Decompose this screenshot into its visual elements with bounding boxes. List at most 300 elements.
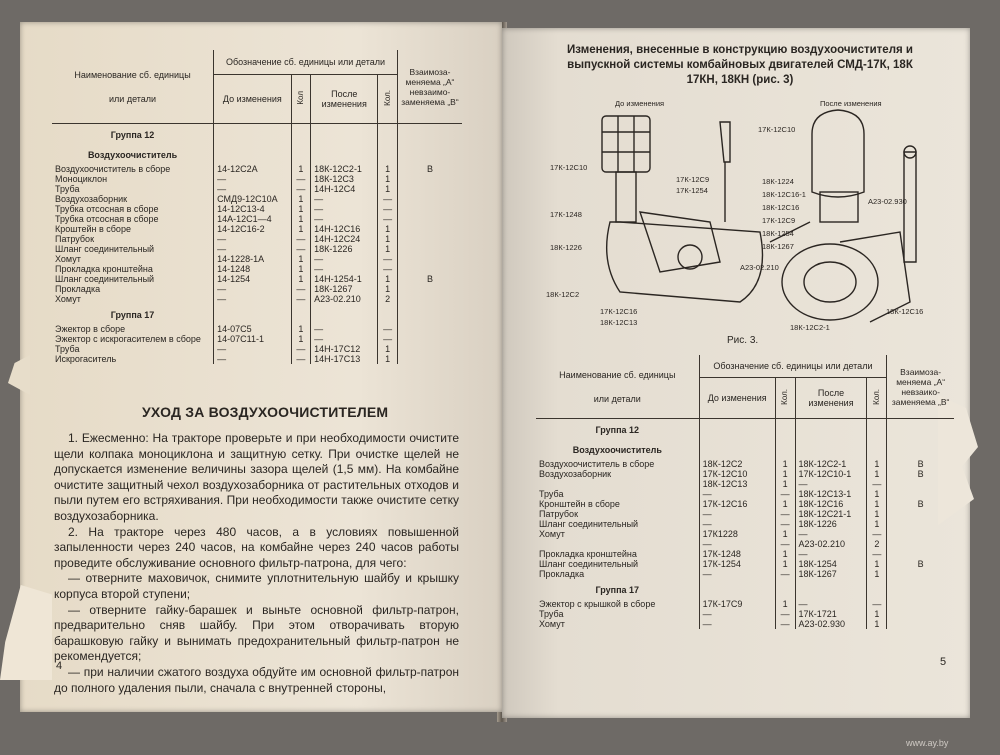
cell-after: — [311,324,378,334]
table-row [52,194,462,204]
cell-before: 14-07С5 [214,324,291,334]
table-row [52,164,462,174]
header-before: До изменения [699,378,775,419]
cell-qty: 1 [867,519,887,529]
cell-before: — [214,234,291,244]
table-row [52,214,462,224]
table-row [536,559,954,569]
cell-before: — [699,519,775,529]
empty-cell [291,144,311,164]
cell-before: 14-12С2А [214,164,291,174]
empty-cell [795,579,867,599]
engine-diagram [540,92,960,332]
part-label: А23-02.210 [740,263,779,272]
cell-qty: 1 [867,459,887,469]
empty-cell [214,124,291,145]
cell-qty: 1 [291,254,311,264]
table-row [52,294,462,304]
cell-qty: 1 [775,599,795,609]
header-designation: Обозначение сб. единицы или детали [214,50,398,75]
label-before: До изменения [615,99,665,108]
cell-name: Эжектор с искрогасителем в сборе [55,334,201,344]
cell-qty: — [775,489,795,499]
cell-before: — [214,344,291,354]
cell-after: 14Н-12С24 [311,234,378,244]
empty-cell [699,419,775,440]
part-label: 17К-12С10 [550,163,588,172]
cell-qty: 1 [291,334,311,344]
cell-interchange [887,549,954,559]
cell-after: — [311,204,378,214]
table-row [536,539,954,549]
table-row [52,174,462,184]
table-row [52,204,462,214]
cell-interchange [397,334,462,344]
empty-cell [397,304,462,324]
empty-cell [311,304,378,324]
part-label: 17К-12С9 [676,175,710,184]
cell-qty: — [291,244,311,254]
table-row [52,224,462,234]
cell-name: Труба [539,489,564,499]
header-qty-1: Кол. [780,389,790,405]
cell-interchange [887,479,954,489]
table-row [52,254,462,264]
group-row [536,419,954,440]
cell-before: 14-1254 [214,274,291,284]
engine-before [607,222,763,302]
cell-before: — [214,284,291,294]
cell-after: 18К-1226 [311,244,378,254]
empty-cell [214,144,291,164]
header-name: Наименование сб. единицы или детали [52,50,214,124]
part-label: 18К-1226 [550,243,582,252]
header-qty-2: Кол. [871,389,881,405]
torn-edge [0,585,52,680]
cell-name: Хомут [539,529,565,539]
cell-before: 14-1248 [214,264,291,274]
group-row [52,304,462,324]
empty-cell [795,419,867,440]
cell-after: — [311,214,378,224]
cell-interchange [887,609,954,619]
cell-before: — [699,619,775,629]
empty-cell [397,124,462,145]
table-row [52,334,462,344]
cell-after: 14Н-17С12 [311,344,378,354]
cell-before: — [699,609,775,619]
group-row [52,144,462,164]
cell-after: — [795,479,867,489]
cell-interchange: В [887,459,954,469]
cell-interchange [887,519,954,529]
cell-before: — [699,509,775,519]
header-interchange: Взаимоза-меняема „А“ невзаимо-заменяема „В“ [397,50,462,124]
cell-qty: 1 [867,569,887,579]
left-parts-table [52,50,462,364]
cell-after: 17К-12С10-1 [795,469,867,479]
cell-before: — [214,244,291,254]
empty-cell [699,439,775,459]
cell-interchange [397,194,462,204]
cell-before: — [214,294,291,304]
cell-qty: 1 [867,559,887,569]
cell-qty: — [378,204,398,214]
empty-cell [291,124,311,145]
cell-qty: — [291,294,311,304]
cell-interchange [887,599,954,609]
cell-name: Патрубок [539,509,579,519]
page-number-left: 4 [56,660,63,672]
cell-before: 17К1228 [699,529,775,539]
empty-cell [311,144,378,164]
cell-interchange [397,294,462,304]
cell-after: 18К-1267 [311,284,378,294]
part-label: А23-02.930 [868,197,907,206]
table-row [536,569,954,579]
cell-qty: — [291,234,311,244]
cell-qty: 1 [378,284,398,294]
cell-after: — [311,334,378,344]
cell-interchange [397,174,462,184]
cell-qty: 1 [867,619,887,629]
cell-after: — [311,254,378,264]
cell-after: А23-02.930 [795,619,867,629]
cell-after: 18К-12С16 [795,499,867,509]
cell-qty: 1 [291,214,311,224]
cell-interchange [887,509,954,519]
cell-qty: 1 [378,174,398,184]
part-label: 17К-1254 [676,186,708,195]
cell-after: 18К-1267 [795,569,867,579]
ejector-before [720,122,730,162]
part-label: 17К-1248 [550,210,582,219]
cell-name: Прокладка кронштейна [55,264,153,274]
paragraph: 2. На тракторе через 480 часов, а в условиях повышенной запыленности через 240 часов, на комбайне через 240 часов работы проведите обслуживание основного фильтр-патрона, для чего: [54,524,459,570]
cell-qty: 1 [378,184,398,194]
part-label: 18К-12С16 [762,203,800,212]
empty-cell [867,419,887,440]
cell-qty: 1 [291,274,311,284]
table-row [52,244,462,254]
cell-qty: 1 [291,204,311,214]
empty-cell [867,439,887,459]
header-name: Наименование сб. единицы или детали [536,355,699,419]
table-row [52,324,462,334]
table-row [52,184,462,194]
cell-qty: 1 [867,509,887,519]
table-row [536,529,954,539]
table-row [536,599,954,609]
cell-after: 14Н-1254-1 [311,274,378,284]
cell-interchange [397,264,462,274]
cell-after: 18К-1254 [795,559,867,569]
table-row [52,274,462,284]
header-before: До изменения [214,75,291,124]
cell-qty: 1 [291,164,311,174]
instructions-text [54,431,459,696]
right-table-body [536,419,954,630]
table-row [536,609,954,619]
part-label: 17К-12С10 [758,125,796,134]
cell-after: 17К-1721 [795,609,867,619]
cell-qty: — [775,619,795,629]
cell-name: Хомут [55,294,81,304]
empty-cell [214,304,291,324]
part-label: 18К-12С13 [600,318,638,327]
cell-qty: 1 [291,224,311,234]
cell-interchange [887,569,954,579]
cell-qty: 1 [775,559,795,569]
cell-name: Труба [55,344,80,354]
cell-qty: 2 [378,294,398,304]
torn-edge [8,355,30,395]
cell-interchange [887,539,954,549]
cell-before: 18К-12С13 [699,479,775,489]
cell-before: — [214,354,291,364]
table-row [536,489,954,499]
cell-after: — [311,264,378,274]
cell-qty: — [378,254,398,264]
ejector-after [904,152,916,262]
cell-name: Шланг соединительный [539,559,639,569]
empty-cell [699,579,775,599]
empty-cell [795,439,867,459]
cell-qty: — [867,549,887,559]
cell-qty: — [775,519,795,529]
cell-before: — [699,489,775,499]
table-row [52,234,462,244]
cell-qty: 1 [867,469,887,479]
cell-after: 18К-12С2-1 [795,459,867,469]
cell-qty: 1 [775,529,795,539]
cell-qty: 1 [378,274,398,284]
empty-cell [887,579,954,599]
table-row [536,519,954,529]
part-label: 18К-12С2 [546,290,580,299]
cell-before: 17К-12С10 [699,469,775,479]
cell-name: Труба [55,184,80,194]
paragraph: — при наличии сжатого воздуха обдуйте им основной фильтр-патрон до полного удаления пыли, сначала с внутренней стороны, [54,664,459,695]
cell-interchange: В [887,469,954,479]
part-label: 18К-12С16-1 [762,190,806,199]
table-row [536,499,954,509]
header-designation: Обозначение сб. единицы или детали [699,355,887,378]
empty-cell [378,124,398,145]
empty-cell [378,304,398,324]
cell-name: Трубка отсосная в сборе [55,204,159,214]
cell-qty: — [775,539,795,549]
cell-interchange: В [397,164,462,174]
cell-name: Хомут [539,619,565,629]
table-row [536,509,954,519]
part-label: 18К-1224 [762,177,794,186]
cell-qty: — [378,214,398,224]
cell-name: Труба [539,609,564,619]
subgroup-heading: Воздухоочиститель [87,150,178,160]
cell-qty: 1 [378,244,398,254]
cell-before: 14-12С16-2 [214,224,291,234]
header-qty-2: Кол. [382,90,392,106]
label-after: После изменения [820,99,882,108]
cell-qty: 1 [867,609,887,619]
cell-before: 18К-12С2 [699,459,775,469]
cell-name: Эжектор в сборе [55,324,126,334]
table-row [52,264,462,274]
empty-cell [311,124,378,145]
paragraph: — отверните гайку-барашек и выньте основной фильтр-патрон, предварительно сняв шайбу. При этом отворачивать вторую барашковую гайку и вынимать предохранительный фильтр-патрон не рекомендуется; [54,602,459,664]
empty-cell [397,144,462,164]
cell-name: Воздухоочиститель в сборе [55,164,171,174]
cell-qty: 1 [378,164,398,174]
cell-interchange [397,234,462,244]
header-after: После изменения [311,75,378,124]
header-after: После изменения [795,378,867,419]
watermark: www.ay.by [906,738,949,748]
cell-after: — [795,549,867,559]
header-interchange: Взаимоза-меняема „А“ невзаико-заменяема „В“ [887,355,954,419]
group-heading: Группа 17 [595,585,640,595]
cell-qty: — [291,174,311,184]
cell-interchange [397,184,462,194]
group-row [52,124,462,145]
cell-after: 14Н-17С13 [311,354,378,364]
group-heading: Группа 12 [595,425,640,435]
cell-before: 14-1228-1А [214,254,291,264]
cell-interchange [887,619,954,629]
empty-cell [775,579,795,599]
cell-after: 14Н-12С16 [311,224,378,234]
cell-qty: 1 [378,354,398,364]
cell-qty: 1 [378,224,398,234]
empty-cell [291,304,311,324]
group-heading: Группа 17 [110,310,155,320]
cell-after: А23-02.210 [311,294,378,304]
cell-after: 18К-12С2-1 [311,164,378,174]
cell-before: — [214,184,291,194]
cell-name: Прокладка [55,284,101,294]
cell-interchange [397,224,462,234]
figure-title: Изменения, внесенные в конструкцию воздухоочистителя и выпускной системы комбайновых двигателей СМД-17К, 18К 17КН, 18КН (рис. 3) [567,44,913,86]
cell-interchange [397,244,462,254]
air-cleaner-after [812,110,864,197]
paragraph: 1. Ежесменно: На тракторе проверьте и при необходимости очистите щели колпака моноциклона и защитную сетку. При очистке щелей не допускается изменение величины зазора щелей (1,5 мм). На комбайне очистите защитный чехол воздухозаборника от растительных отходов и пыли путем его встряхивания. При необходимости также очистите сетку воздухозаборника. [54,431,459,523]
cell-name: Эжектор с крышкой в сборе [539,599,656,609]
subgroup-heading: Воздухоочиститель [572,445,662,455]
paragraph: — отверните маховичок, снимите уплотнительную шайбу и крышку корпуса второй ступени; [54,571,459,601]
cell-qty: — [291,354,311,364]
table-row [52,344,462,354]
table-row [536,549,954,559]
cell-name: Кронштейн в сборе [539,499,620,509]
cell-qty: — [775,569,795,579]
cell-name: Шланг соединительный [55,244,155,254]
cell-qty: — [378,324,398,334]
figure-caption: Рис. 3. [727,335,759,346]
cell-name: Искрогаситель [55,354,117,364]
cell-qty: 1 [378,344,398,354]
right-parts-table [536,355,954,629]
left-table-body [52,124,462,365]
cell-name: Трубка отсосная в сборе [55,214,159,224]
cell-before: 14-07С11-1 [214,334,291,344]
empty-cell [378,144,398,164]
cell-name: Хомут [55,254,81,264]
cell-qty: 1 [378,234,398,244]
cell-qty: 1 [775,499,795,509]
cell-before: 17К-17С9 [699,599,775,609]
cell-interchange [397,204,462,214]
part-label: 18К-12С16 [886,307,924,316]
empty-cell [867,579,887,599]
cell-name [536,479,699,489]
cell-after: 14Н-12С4 [311,184,378,194]
section-heading: УХОД ЗА ВОЗДУХООЧИСТИТЕЛЕМ [142,404,389,420]
cell-name [536,539,699,549]
cell-interchange [397,214,462,224]
cell-interchange: В [887,559,954,569]
cell-qty: — [291,184,311,194]
cell-interchange [397,254,462,264]
cell-qty: 1 [291,324,311,334]
cell-after: А23-02.210 [795,539,867,549]
cell-name: Воздухозаборник [539,469,612,479]
cell-qty: 1 [775,469,795,479]
empty-cell [887,439,954,459]
table-row [52,284,462,294]
cell-after: — [311,194,378,204]
part-label: 17К-12С9 [762,216,796,225]
cell-qty: 1 [775,479,795,489]
cell-qty: — [867,529,887,539]
cell-before: 14-12С13-4 [214,204,291,214]
group-heading: Группа 12 [110,130,155,140]
cell-before: 17К-12С16 [699,499,775,509]
cell-name: Прокладка [539,569,585,579]
cell-name: Воздухоочиститель в сборе [539,459,655,469]
cell-qty: 1 [291,194,311,204]
cell-before: 14А-12С1—4 [214,214,291,224]
part-label: 18К-1267 [762,242,794,251]
cell-after: 18К-12С3 [311,174,378,184]
cell-qty: 1 [867,489,887,499]
table-row [536,469,954,479]
table-row [536,479,954,489]
cell-name: Кроштейн в сборе [55,224,131,234]
cell-after: — [795,599,867,609]
cell-name: Патрубок [55,234,95,244]
cell-qty: — [775,509,795,519]
cell-interchange [887,529,954,539]
cell-before: — [699,569,775,579]
cell-qty: 1 [775,459,795,469]
table-row [52,354,462,364]
cell-qty: — [867,479,887,489]
table-row [536,459,954,469]
cell-qty: — [378,264,398,274]
cell-qty: — [867,599,887,609]
cell-qty: — [291,284,311,294]
cell-qty: — [378,194,398,204]
part-label: 18К-12С2-1 [790,323,830,332]
cell-interchange [397,344,462,354]
empty-cell [887,419,954,440]
page-number-right: 5 [940,656,947,668]
cell-interchange [397,324,462,334]
cell-interchange [397,354,462,364]
cell-name: Шланг соединительный [539,519,639,529]
cell-qty: — [775,609,795,619]
